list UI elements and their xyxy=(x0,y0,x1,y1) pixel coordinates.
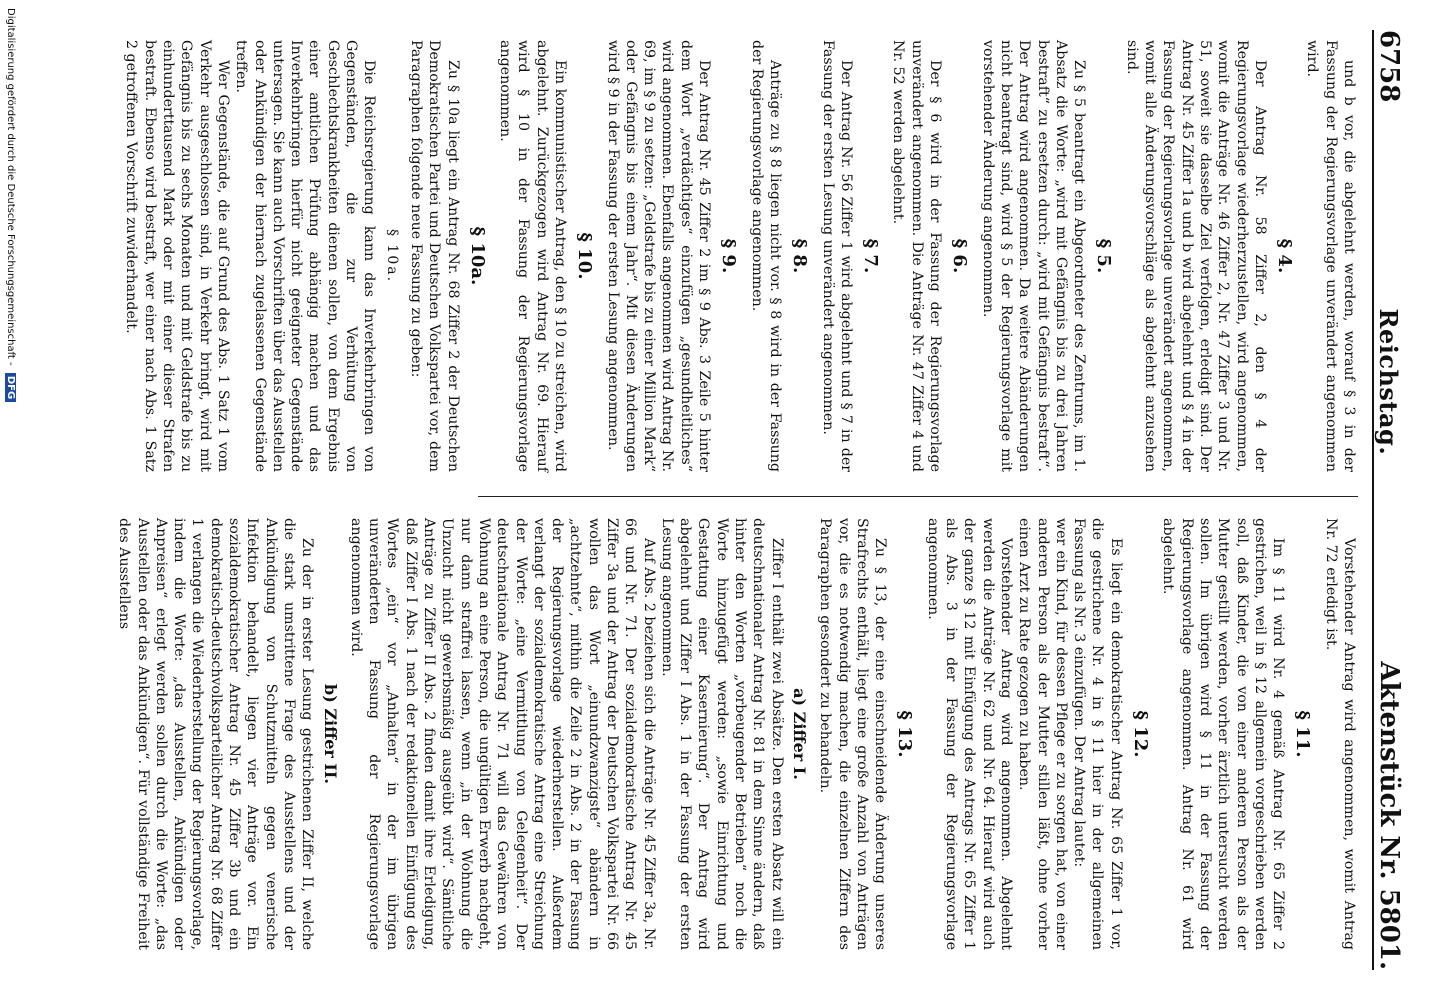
paragraph: Im § 11 wird Nr. 4 gemäß Antrag Nr. 65 Ziffer 2 gestrichen, weil in § 12 allgemein vorgeschrieben werden soll, daß Kinder, die von einer anderen Person als der Mutter gestillt werden, vorher ärztlich untersucht werden sollen. Im übrigen wird § 11 in der Fassung der Regierungsvorlage angenommen. Antrag Nr. 61 wird abgelehnt. xyxy=(1160,518,1287,950)
paragraph: Der Antrag Nr. 58 Ziffer 2, den § 4 der Regierungsvorlage wiederherzustellen, wird angenommen, womit die Anträge Nr. 46 Ziffer 2, Nr. 47 Ziffer 3 und Nr. 51, soweit sie dasselbe Ziel verfolgen, erledigt sind. Der Antrag Nr. 45 Ziffer 1a und b wird abgelehnt und § 4 in der Fassung der Regierungsvorlage unverändert angenommen, womit alle Änderungsvorschläge als abgelehnt anzusehen sind. xyxy=(1123,40,1268,472)
section-heading: § 8. xyxy=(789,238,811,274)
left-column xyxy=(123,40,1358,472)
paragraph: Vorstehender Antrag wird angenommen. Abgelehnt werden die Anträge Nr. 62 und Nr. 64. Hierauf wird auch der ganze § 12 mit Einfügung des Antrags Nr. 65 Ziffer 1 als Abs. 3 in der Fassung der Regierungsvorlage angenommen. xyxy=(924,518,1014,950)
paragraph: Es liegt ein demokratischer Antrag Nr. 65 Ziffer 1 vor, die gestrichene Nr. 4 in § 11 hier in der allgemeinen Fassung als Nr. 3 einzufügen. Der Antrag lautet: xyxy=(1071,518,1124,950)
paragraph: Der Antrag Nr. 45 Ziffer 2 im § 9 Abs. 3 Zeile 5 hinter dem Wort „verdächtiges“ einzufügen „gesundheitliches“ wird angenommen. Ebenfalls angenommen wird Antrag Nr. 69, im § 9 zu setzen: „Geldstrafe bis zu einer Million Mark“ oder Gefängnis bis einem Jahr“. Mit diesen Änderungen wird § 9 in der Fassung der ersten Lesung angenommen. xyxy=(604,40,713,472)
paragraph: und b vor, die abgelehnt werden, worauf § 3 in der Fassung der Regierungsvorlage unverändert angenommen wird. xyxy=(1304,40,1357,472)
paragraph: Die Reichsregierung kann das Inverkehrbringen von Gegenständen, die zur Verhütung von Geschlechtskrankheiten dienen sollen, von dem Ergebnis einer amtlichen Prüfung abhängig machen und das Inverkehrbringen hierfür nicht geeigneter Gegenstände untersagen. Sie kann auch Vorschriften über das Ausstellen oder Ankündigen der hiernach zugelassenen Gegenstände treffen. xyxy=(233,40,378,472)
digitization-footer xyxy=(2,0,16,1008)
section-heading: § 7. xyxy=(860,238,882,274)
paragraph: Der § 6 wird in der Fassung der Regierungsvorlage unverändert angenommen. Die Anträge Nr. 47 Ziffer 4 und Nr. 52 werden abgelehnt. xyxy=(890,40,944,472)
section-heading: § 6. xyxy=(949,238,971,274)
paragraph: Zu § 13, der eine einschneidende Änderung unseres Strafrechts enthält, liegt eine große Anzahl von Anträgen vor, die es notwendig machen, die einzelnen Ziffern des Paragraphen gesondert zu behandeln. xyxy=(817,518,889,950)
subsection-heading: a) Ziffer I. xyxy=(789,688,809,780)
paragraph: Ein kommunistischer Antrag, den § 10 zu streichen, wird abgelehnt. Zurückgezogen wird Antrag Nr. 69. Hierauf wird § 10 in der Fassung der Regierungsvorlage angenommen. xyxy=(497,40,569,472)
quoted-text: wer ein Kind, für dessen Pflege er zu sorgen hat, von einer anderen Person als der Mutter stillen läßt, ohne vorher einen Arzt zu Rate gezogen zu haben. xyxy=(1016,518,1069,950)
paragraph: Der Antrag Nr. 56 Ziffer 1 wird abgelehnt und § 7 in der Fassung der ersten Lesung unverändert angenommen. xyxy=(819,40,854,472)
paragraph: Zu der in erster Lesung gestrichenen Ziffer II, welche die stark umstrittene Frage des Ausstellens und der Ankündigung von Schutzmitteln gegen venerische Infektion behandelt, liegen vier Anträge vor. Ein sozialdemokratischer Antrag Nr. 45 Ziffer 3b und ein demokratisch-deutschvolksparteilicher Antrag Nr. 68 Ziffer 1 verlangen die Wiederherstellung der Regierungsvorlage, indem die Worte: „das Ausstellen, Ankündigen oder Anpreisen“ erlegt werden sollen durch die Worte: „das Ausstellen oder das Ankündigen“. Für vollständige Freiheit des Ausstellens xyxy=(116,518,316,950)
column-divider xyxy=(478,496,1358,497)
paragraph: Anträge zu § 8 liegen nicht vor. § 8 wird in der Fassung der Regierungsvorlage angenommen. xyxy=(748,40,783,472)
page-header xyxy=(1372,30,1420,970)
header-document-number: Aktenstück Nr. 5801. xyxy=(1374,661,1404,970)
subsection-heading: b) Ziffer II. xyxy=(320,684,340,784)
paragraph: Auf Abs. 2 beziehen sich die Anträge Nr. 45 Ziffer 3a, Nr. 66 und Nr. 71. Der sozialdemokratische Antrag Nr. 45 Ziffer 3a und der Antrag der Deutschen Volkspartei Nr. 66 wollen das Wort „einundzwanzigste“ abändern in „achtzehnte“, mithin die Zeile 2 in Abs. 2 in der Fassung der Regierungsvorlage wiederherstellen. Außerdem verlangt der sozialdemokratische Antrag eine Streichung der Worte: „eine Vermittlung von Gelegenheit“. Der deutschnationale Antrag Nr. 71 will das Gewähren von Wohnung an eine Person, die ungültigen Erwerb nachgeht, nur dann straffrei lassen, wenn „in der Wohnung die Unzucht nicht gewerbsmäßig ausgeübt wird“. Sämtliche Anträge zu Ziffer II Abs. 2 finden damit ihre Erledigung, daß Ziffer I Abs. 1 nach der redaktionellen Einfügung des Wortes „ein“ vor „Anhalten“ in der im übrigen unveränderten Fassung der Regierungsvorlage angenommen wird. xyxy=(347,518,657,950)
section-heading: § 10a. xyxy=(466,226,488,286)
header-title: Reichstag. xyxy=(1374,308,1403,456)
paragraph: Wer Gegenstände, die auf Grund des Abs. 1 Satz 1 vom Verkehr ausgeschlossen sind, in Verkehr bringt, wird mit Gefängnis bis zu sechs Monaten und mit Geldstrafe bis zu einhunderttausend Mark oder mit einer dieser Strafen bestraft. Ebenso wird bestraft, wer einer nach Abs. 1 Satz 2 getroffenen Vorschrift zuwiderhandelt. xyxy=(123,40,231,472)
section-heading: § 13. xyxy=(894,710,916,758)
subsection-heading: § 10a. xyxy=(383,228,400,284)
section-heading: § 9. xyxy=(718,238,740,274)
paragraph: Zu § 5 beantragt ein Abgeordneter des Zentrums, im 1. Absatz die Worte: „wird mit Gefängnis bis zu drei Jahren bestraft“ zu ersetzen durch: „wird mit Gefängnis bestraft“. Der Antrag wird angenommen. Da weitere Abänderungen nicht beantragt sind, wird § 5 der Regierungsvorlage mit vorstehender Änderung angenommen. xyxy=(979,40,1088,472)
paragraph: Ziffer I enthält zwei Absätze. Den ersten Absatz will ein deutschnationaler Antrag Nr. 81 in dem Sinne ändern, daß hinter den Worten „vorbeugender Betrieben“ noch die Worte hinzugefügt werden: „sowie Einrichtung und Gestattung einer Kasernierung“. Der Antrag wird abgelehnt und Ziffer I Abs. 1 in der Fassung der ersten Lesung angenommen. xyxy=(658,518,785,950)
footer-text: Digitalisierung gefördert durch die Deutsche Forschungsgemeinschaft - xyxy=(5,8,16,366)
section-heading: § 5. xyxy=(1093,238,1115,274)
page-number: 6758 xyxy=(1374,30,1404,103)
dfg-logo: DFG xyxy=(5,373,16,402)
section-heading: § 10. xyxy=(574,232,596,280)
right-column xyxy=(116,518,1358,950)
paragraph: Zu § 10a liegt ein Antrag Nr. 68 Ziffer 2 der Deutschen Demokratischen Partei und Deutschen Volkspartei vor, dem Paragraphen folgende neue Fassung zu geben: xyxy=(407,40,461,472)
section-heading: § 12. xyxy=(1130,710,1152,758)
section-heading: § 4. xyxy=(1274,238,1296,274)
section-heading: § 11. xyxy=(1292,710,1314,758)
paragraph: Vorstehender Antrag wird angenommen, womit Antrag Nr. 72 erledigt ist. xyxy=(1322,518,1357,950)
